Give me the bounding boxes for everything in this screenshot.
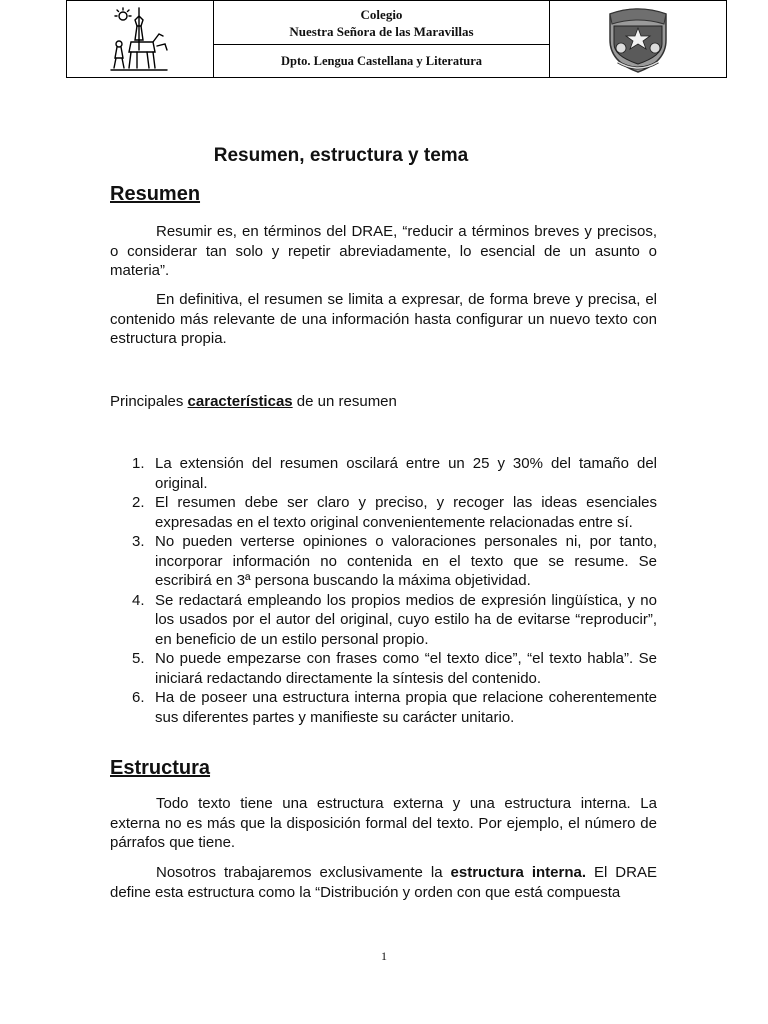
characteristics-list [110, 454, 657, 727]
document-title: Resumen, estructura y tema [213, 145, 469, 166]
estructura-paragraph-1: Todo texto tiene una estructura externa y una estructura interna. La externa no es más que la disposición formal del texto. Por ejemplo, el número de párrafos que tiene. [110, 795, 657, 851]
don-quixote-sketch-icon [109, 6, 171, 72]
page-number: 1 [381, 949, 387, 963]
list-item-number: 2. [132, 494, 145, 511]
characteristics-prefix: Principales [110, 393, 188, 410]
estructura-p2-start: Nosotros trabajaremos exclusivamente la [156, 864, 451, 881]
department-name: Dpto. Lengua Castellana y Literatura [280, 53, 483, 68]
estructura-p2-end: El DRAE define esta estructura como la “Distribución y orden con que está compuesta [110, 864, 657, 901]
school-line-1: Colegio [360, 6, 403, 22]
resumen-paragraph-2: En definitiva, el resumen se limita a expresar, de forma breve y precisa, el contenido más relevante de una información hasta configurar un nuevo texto con estructura propia. [110, 291, 657, 347]
school-crest-shield-icon [606, 4, 670, 74]
header-left-logo-cell [67, 1, 214, 77]
list-item [110, 454, 657, 493]
list-item [110, 493, 657, 532]
list-item [110, 532, 657, 591]
list-item-text: La extensión del resumen oscilará entre un 25 y 30% del tamaño del original. [155, 455, 657, 492]
list-item [110, 591, 657, 650]
list-item-text: Se redactará empleando los propios medios de expresión lingüística, y no los usados por el autor del original, cuyo estilo ha de evitarse “reproducir”, en beneficio de un estilo personal propio. [155, 591, 657, 648]
list-item [110, 688, 657, 727]
characteristics-keyword: características [187, 393, 293, 410]
heading-estructura: Estructura [110, 757, 211, 779]
list-item-number: 5. [132, 650, 145, 667]
list-item-text: No pueden verterse opiniones o valoraciones personales ni, por tanto, incorporar información no contenida en el texto que se resume. Se escribirá en 3ª persona buscando la máxima objetividad. [155, 533, 657, 589]
header-right-logo-cell [549, 1, 726, 77]
heading-resumen: Resumen [110, 183, 201, 205]
school-name-block [214, 1, 549, 45]
list-item-number: 3. [132, 533, 145, 550]
list-item [110, 649, 657, 688]
list-item-text: Ha de poseer una estructura interna propia que relacione coherentemente sus diferentes partes y manifieste su carácter unitario. [155, 689, 657, 726]
list-item-number: 6. [132, 689, 145, 706]
header-center [214, 1, 549, 77]
estructura-paragraph-2 [110, 863, 657, 902]
list-item-number: 1. [132, 455, 145, 472]
list-item-text: No puede empezarse con frases como “el texto dice”, “el texto habla”. Se iniciará redactando directamente la síntesis del contenido. [155, 650, 657, 687]
document-header [66, 0, 727, 78]
school-line-2: Nuestra Señora de las Maravillas [289, 23, 474, 39]
characteristics-intro [110, 392, 397, 412]
list-item-number: 4. [132, 591, 145, 609]
list-item-text: El resumen debe ser claro y preciso, y recoger las ideas esenciales expresadas en el texto original convenientemente relacionadas entre sí. [155, 494, 657, 531]
characteristics-suffix: de un resumen [292, 393, 397, 410]
resumen-paragraph-1: Resumir es, en términos del DRAE, “reducir a términos breves y precisos, o considerar tan solo y repetir abreviadamente, lo esencial de un asunto o materia”. [110, 223, 657, 279]
estructura-p2-bold: estructura interna. [450, 864, 587, 881]
